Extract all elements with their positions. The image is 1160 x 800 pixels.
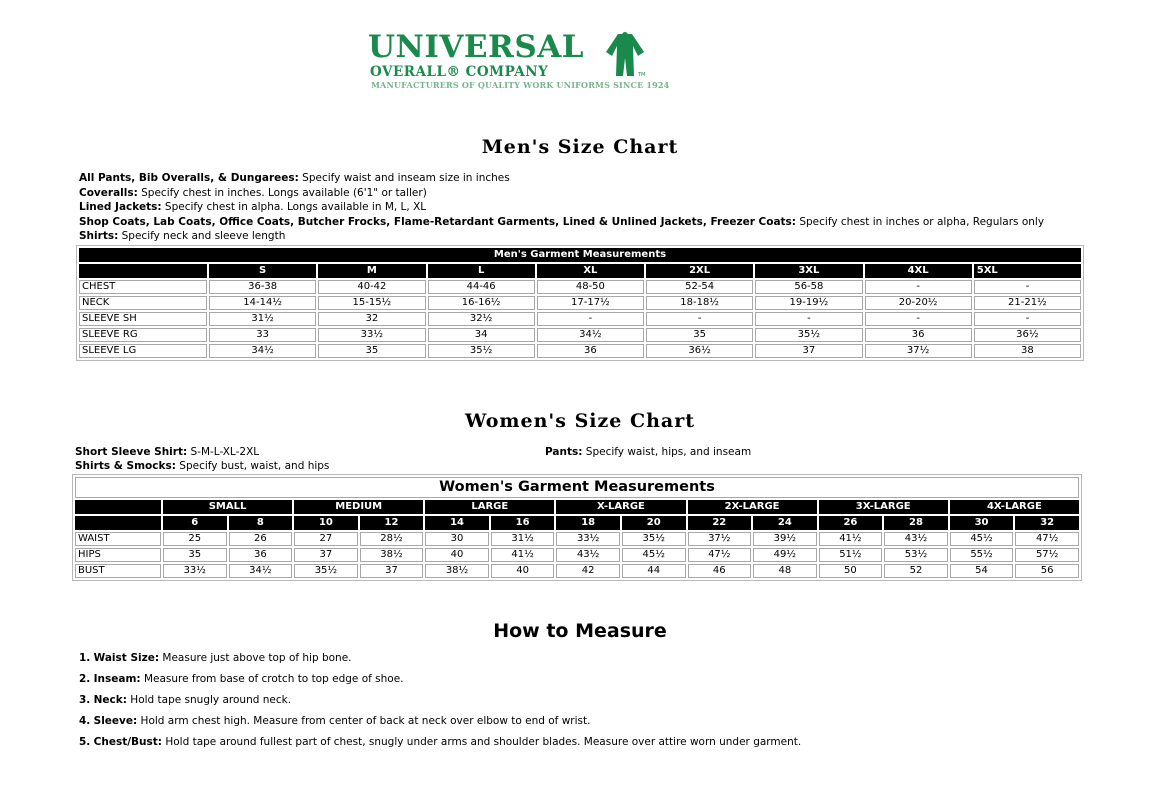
- table-cell: 35: [646, 328, 753, 342]
- table-cell: 40: [491, 564, 555, 578]
- womens-spec-smocks: Shirts & Smocks: Specify bust, waist, and hips: [75, 460, 330, 472]
- table-cell: 34½: [537, 328, 644, 342]
- table-cell: 34½: [229, 564, 293, 578]
- spec-line: All Pants, Bib Overalls, & Dungarees: Specify waist and inseam size in inches: [79, 172, 510, 184]
- womens-size-header: 8: [229, 516, 293, 530]
- table-cell: 43½: [884, 532, 948, 546]
- womens-table-title: Women's Garment Measurements: [75, 477, 1079, 498]
- mens-size-header: S: [209, 264, 316, 278]
- womens-size-header: 28: [884, 516, 948, 530]
- table-cell: 39½: [753, 532, 817, 546]
- table-cell: 51½: [819, 548, 883, 562]
- row-label: CHEST: [79, 280, 207, 294]
- logo-tm: TM: [638, 72, 646, 78]
- table-cell: -: [865, 312, 972, 326]
- company-logo: [368, 29, 670, 92]
- row-label: SLEEVE LG: [79, 344, 207, 358]
- logo-name: UNIVERSAL: [368, 29, 585, 65]
- table-cell: 45½: [622, 548, 686, 562]
- table-cell: 25: [163, 532, 227, 546]
- table-cell: 15-15½: [318, 296, 425, 310]
- womens-size-group: X-LARGE: [556, 500, 685, 514]
- womens-measurement-table: [72, 474, 1082, 581]
- table-cell: 36-38: [209, 280, 316, 294]
- row-label: NECK: [79, 296, 207, 310]
- row-label: SLEEVE SH: [79, 312, 207, 326]
- table-cell: 36½: [974, 328, 1081, 342]
- table-cell: 27: [294, 532, 358, 546]
- table-cell: 32½: [428, 312, 535, 326]
- womens-size-header: 20: [622, 516, 686, 530]
- table-cell: 20-20½: [865, 296, 972, 310]
- table-cell: 33½: [556, 532, 620, 546]
- mens-title: Men's Size Chart: [481, 136, 679, 158]
- womens-size-header: 16: [491, 516, 555, 530]
- womens-size-header: 24: [753, 516, 817, 530]
- table-cell: 40: [425, 548, 489, 562]
- table-cell: -: [974, 280, 1081, 294]
- mens-size-header: 5XL: [974, 264, 1081, 278]
- table-cell: 26: [229, 532, 293, 546]
- table-cell: 34½: [209, 344, 316, 358]
- table-cell: 21-21½: [974, 296, 1081, 310]
- womens-size-group: LARGE: [425, 500, 554, 514]
- table-cell: 41½: [819, 532, 883, 546]
- table-row: [79, 328, 1081, 342]
- mens-header-corner: [79, 264, 207, 278]
- table-cell: 52-54: [646, 280, 753, 294]
- womens-group-corner: [75, 500, 161, 514]
- table-row: [75, 564, 1079, 578]
- logo-company: OVERALL® COMPANY: [370, 64, 549, 80]
- row-label: SLEEVE RG: [79, 328, 207, 342]
- table-cell: 57½: [1015, 548, 1079, 562]
- table-cell: 38: [974, 344, 1081, 358]
- table-cell: 35: [318, 344, 425, 358]
- table-cell: 44: [622, 564, 686, 578]
- table-cell: 38½: [425, 564, 489, 578]
- table-cell: 40-42: [318, 280, 425, 294]
- table-cell: 50: [819, 564, 883, 578]
- table-cell: -: [974, 312, 1081, 326]
- table-cell: 48-50: [537, 280, 644, 294]
- mens-size-header: 3XL: [755, 264, 862, 278]
- mens-measurement-table: [76, 245, 1084, 361]
- womens-size-group: 2X-LARGE: [688, 500, 817, 514]
- table-cell: 43½: [556, 548, 620, 562]
- table-cell: -: [865, 280, 972, 294]
- table-cell: -: [755, 312, 862, 326]
- table-cell: 34: [428, 328, 535, 342]
- table-cell: 37: [755, 344, 862, 358]
- womens-size-header: 18: [556, 516, 620, 530]
- measure-title: How to Measure: [493, 620, 667, 642]
- logo-tagline: MANUFACTURERS OF QUALITY WORK UNIFORMS SINCE 1924: [371, 80, 670, 90]
- table-cell: 37½: [688, 532, 752, 546]
- spec-line: Shirts: Specify neck and sleeve length: [79, 230, 286, 243]
- table-cell: 18-18½: [646, 296, 753, 310]
- womens-size-header: 32: [1015, 516, 1079, 530]
- table-row: [79, 296, 1081, 310]
- table-cell: 38½: [360, 548, 424, 562]
- womens-size-header: 26: [819, 516, 883, 530]
- table-cell: 36: [865, 328, 972, 342]
- table-cell: 36: [537, 344, 644, 358]
- table-cell: 49½: [753, 548, 817, 562]
- table-cell: 17-17½: [537, 296, 644, 310]
- mens-size-header: 2XL: [646, 264, 753, 278]
- table-cell: 14-14½: [209, 296, 316, 310]
- table-cell: -: [646, 312, 753, 326]
- table-cell: 47½: [688, 548, 752, 562]
- table-cell: 55½: [950, 548, 1014, 562]
- table-cell: 47½: [1015, 532, 1079, 546]
- table-cell: 35½: [428, 344, 535, 358]
- table-cell: 31½: [209, 312, 316, 326]
- table-cell: 32: [318, 312, 425, 326]
- table-cell: 33½: [318, 328, 425, 342]
- table-cell: 52: [884, 564, 948, 578]
- table-cell: 19-19½: [755, 296, 862, 310]
- table-cell: 37½: [865, 344, 972, 358]
- womens-size-group: SMALL: [163, 500, 292, 514]
- table-cell: 54: [950, 564, 1014, 578]
- table-row: [79, 344, 1081, 358]
- table-row: [75, 532, 1079, 546]
- womens-size-header: 30: [950, 516, 1014, 530]
- table-cell: 37: [360, 564, 424, 578]
- table-row: [79, 280, 1081, 294]
- table-cell: 30: [425, 532, 489, 546]
- measure-item: 4. Sleeve: Hold arm chest high. Measure from center of back at neck over elbow to end of wrist.: [79, 715, 591, 727]
- womens-size-group: 3X-LARGE: [819, 500, 948, 514]
- womens-title: Women's Size Chart: [464, 410, 696, 432]
- table-cell: -: [537, 312, 644, 326]
- table-cell: 48: [753, 564, 817, 578]
- measure-item: 3. Neck: Hold tape snugly around neck.: [79, 694, 292, 706]
- womens-size-header: 12: [360, 516, 424, 530]
- table-cell: 37: [294, 548, 358, 562]
- table-cell: 35½: [294, 564, 358, 578]
- table-cell: 44-46: [428, 280, 535, 294]
- table-cell: 35½: [622, 532, 686, 546]
- table-cell: 41½: [491, 548, 555, 562]
- row-label: WAIST: [75, 532, 161, 546]
- womens-size-header: 14: [425, 516, 489, 530]
- mens-specs: [79, 171, 1044, 244]
- womens-size-group: 4X-LARGE: [950, 500, 1079, 514]
- table-cell: 56: [1015, 564, 1079, 578]
- womens-spec-short-sleeve: Short Sleeve Shirt: S-M-L-XL-2XL: [75, 446, 260, 458]
- table-cell: 56-58: [755, 280, 862, 294]
- table-cell: 46: [688, 564, 752, 578]
- measure-list: [79, 651, 801, 756]
- spec-line: Shop Coats, Lab Coats, Office Coats, Butcher Frocks, Flame-Retardant Garments, Lined & Unlined Jackets, Freezer Coats: Specify chest in inches or alpha, Regulars only: [79, 215, 1045, 228]
- table-cell: 36½: [646, 344, 753, 358]
- womens-size-header: 6: [163, 516, 227, 530]
- table-cell: 28½: [360, 532, 424, 546]
- table-cell: 31½: [491, 532, 555, 546]
- mens-size-header: 4XL: [865, 264, 972, 278]
- table-cell: 36: [229, 548, 293, 562]
- table-cell: 33½: [163, 564, 227, 578]
- womens-spec-pants: Pants: Specify waist, hips, and inseam: [545, 446, 752, 458]
- mens-size-header: M: [318, 264, 425, 278]
- spec-line: Lined Jackets: Specify chest in alpha. Longs available in M, L, XL: [79, 201, 427, 214]
- mens-size-header: XL: [537, 264, 644, 278]
- table-row: [79, 312, 1081, 326]
- mens-table-title: Men's Garment Measurements: [79, 248, 1081, 262]
- mens-size-header: L: [428, 264, 535, 278]
- womens-size-group: MEDIUM: [294, 500, 423, 514]
- table-cell: 16-16½: [428, 296, 535, 310]
- row-label: HIPS: [75, 548, 161, 562]
- measure-item: 2. Inseam: Measure from base of crotch to top edge of shoe.: [79, 673, 404, 685]
- table-cell: 33: [209, 328, 316, 342]
- womens-size-header: 22: [688, 516, 752, 530]
- table-cell: 35½: [755, 328, 862, 342]
- row-label: BUST: [75, 564, 161, 578]
- measure-item: 5. Chest/Bust: Hold tape around fullest part of chest, snugly under arms and shoulder blades. Measure over attire worn under garment.: [79, 736, 802, 748]
- table-cell: 42: [556, 564, 620, 578]
- table-cell: 45½: [950, 532, 1014, 546]
- womens-size-corner: [75, 516, 161, 530]
- womens-size-header: 10: [294, 516, 358, 530]
- coverall-icon: [604, 32, 646, 78]
- measure-item: 1. Waist Size: Measure just above top of hip bone.: [79, 652, 352, 664]
- spec-line: Coveralls: Specify chest in inches. Longs available (6'1" or taller): [79, 186, 427, 199]
- table-row: [75, 548, 1079, 562]
- table-cell: 35: [163, 548, 227, 562]
- table-cell: 53½: [884, 548, 948, 562]
